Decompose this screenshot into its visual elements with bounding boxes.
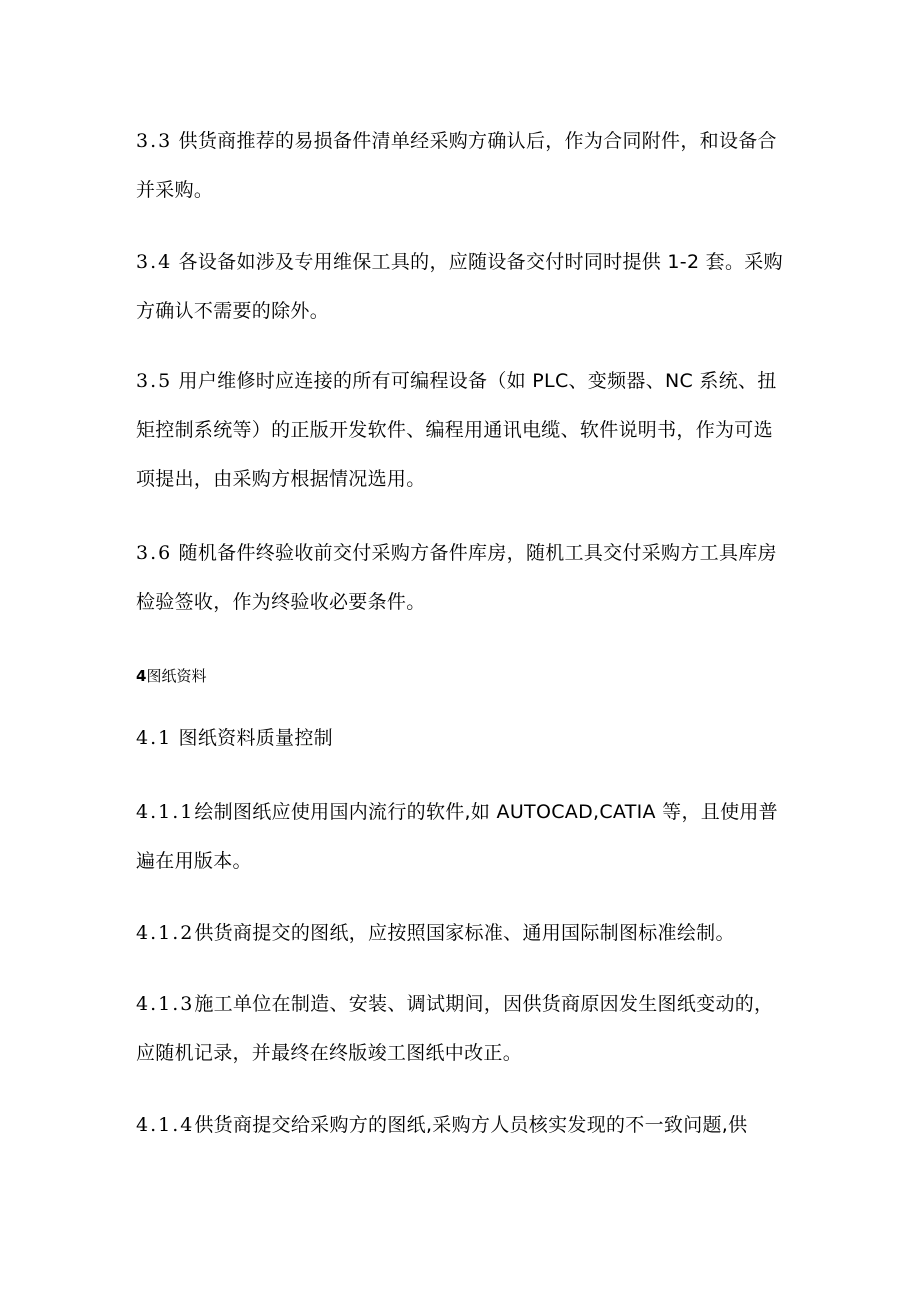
section-number: 4.1.2 — [136, 922, 195, 944]
paragraph-3-5 — [136, 357, 786, 504]
paragraph-4-1-4 — [136, 1101, 786, 1150]
section-number: 3.6 — [136, 542, 173, 564]
paragraph-text: 供货商推荐的易损备件清单经采购方确认后，作为合同附件，和设备合并采购。 — [136, 130, 777, 201]
section-number: 4.1.4 — [136, 1114, 195, 1136]
paragraph-text: 各设备如涉及专用维保工具的，应随设备交付时同时提供 1-2 套。采购方确认不需要的除外。 — [136, 251, 783, 322]
section-number: 4.1.3 — [136, 993, 195, 1015]
paragraph-text: 随机备件终验收前交付采购方备件库房，随机工具交付采购方工具库房检验签收，作为终验收必要条件。 — [136, 542, 777, 613]
paragraph-4-1 — [136, 714, 786, 763]
paragraph-text: 供货商提交给采购方的图纸,采购方人员核实发现的不一致问题,供 — [194, 1114, 748, 1136]
paragraph-text: 施工单位在制造、安装、调试期间，因供货商原因发生图纸变动的，应随机记录，并最终在终版竣工图纸中改正。 — [136, 993, 774, 1064]
paragraph-3-6 — [136, 529, 786, 627]
paragraph-text: 图纸资料质量控制 — [172, 727, 333, 749]
paragraph-4-1-2 — [136, 909, 786, 958]
heading-number: 4 — [136, 667, 147, 685]
section-number: 4.1.1 — [136, 801, 195, 823]
section-number: 3.3 — [136, 130, 173, 152]
paragraph-4-1-3 — [136, 980, 786, 1078]
paragraph-3-4 — [136, 238, 786, 336]
section-number: 3.5 — [136, 370, 173, 392]
section-heading-4 — [136, 664, 206, 688]
section-number: 3.4 — [136, 251, 173, 273]
paragraph-4-1-1 — [136, 788, 786, 886]
section-number: 4.1 — [136, 727, 173, 749]
paragraph-text: 用户维修时应连接的所有可编程设备（如 PLC、变频器、NC 系统、扭矩控制系统等）的正版开发软件、编程用通讯电缆、软件说明书，作为可选项提出，由采购方根据情况选用。 — [136, 370, 777, 490]
paragraph-text: 供货商提交的图纸，应按照国家标准、通用国际制图标准绘制。 — [194, 922, 735, 944]
paragraph-text: 绘制图纸应使用国内流行的软件,如 AUTOCAD,CATIA 等，且使用普遍在用版本。 — [136, 801, 778, 872]
paragraph-3-3 — [136, 117, 786, 215]
heading-text: 图纸资料 — [146, 667, 207, 685]
